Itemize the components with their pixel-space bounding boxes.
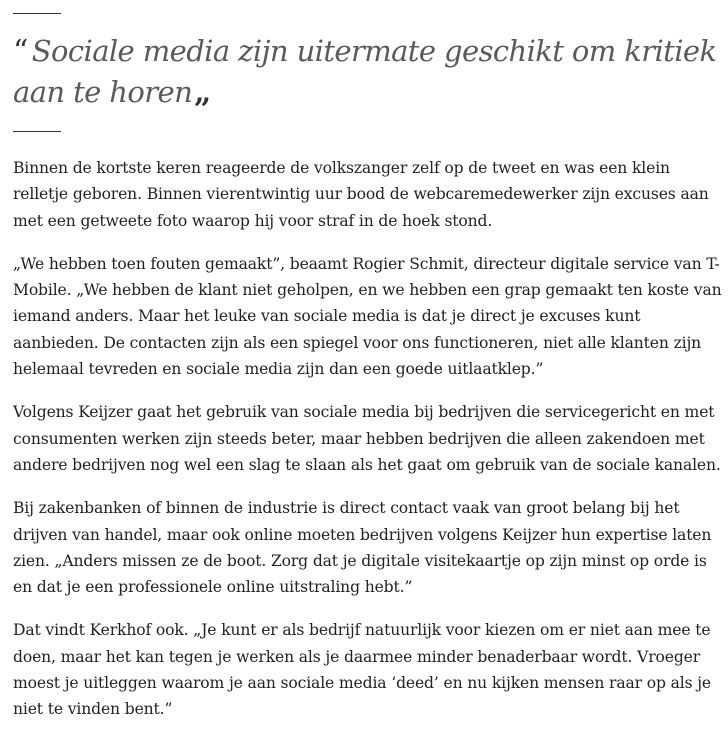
pull-quote [13,31,725,113]
paragraph-5: Dat vindt Kerkhof ook. „Je kunt er als bedrijf natuurlijk voor kiezen om er niet aan mee te doen, maar het kan tegen je werken als je daarmee minder benaderbaar wordt. Vroeger moest je uitleggen waarom je aan sociale media ‘deed’ en nu kijken mensen raar op als je niet te vinden bent.” [13,621,712,719]
quote-close-mark: „ [194,75,211,110]
paragraph-3: Volgens Keijzer gaat het gebruik van sociale media bij bedrijven die servicegericht en met consumenten werken zijn steeds beter, maar hebben bedrijven die alleen zakendoen met andere bedrijven nog wel een slag te slaan als het gaat om gebruik van de sociale kanalen. [13,403,721,474]
quote-bottom-rule [13,131,61,132]
quote-top-rule [13,13,61,14]
pull-quote-text: Sociale media zijn uitermate geschikt om kritiek aan te horen [13,34,717,109]
article-body [13,155,725,723]
quote-open-mark: “ [13,34,28,69]
paragraph-4: Bij zakenbanken of binnen de industrie is direct contact vaak van groot belang bij het drijven van handel, maar ook online moeten bedrijven volgens Keijzer hun expertise laten zien. „Anders missen ze de boot. Zorg dat je digitale visitekaartje op zijn minst op orde is en dat je een professionele online uitstraling hebt.” [13,499,712,597]
article [13,0,725,740]
paragraph-2: „We hebben toen fouten gemaakt”, beaamt Rogier Schmit, directeur digitale service van T-Mobile. „We hebben de klant niet geholpen, en we hebben een grap gemaakt ten koste van iemand anders. Maar het leuke van sociale media is dat je direct je excuses kunt aanbieden. De contacten zijn als een spiegel voor ons functioneren, niet alle klanten zijn helemaal tevreden en sociale media zijn dan een goede uitlaatklep.” [13,254,722,379]
paragraph-1: Binnen de kortste keren reageerde de volkszanger zelf op de tweet en was een klein relletje geboren. Binnen vierentwintig uur bood de webcaremedewerker zijn excuses aan met een getweete foto waarop hij voor straf in de hoek stond. [13,159,709,230]
